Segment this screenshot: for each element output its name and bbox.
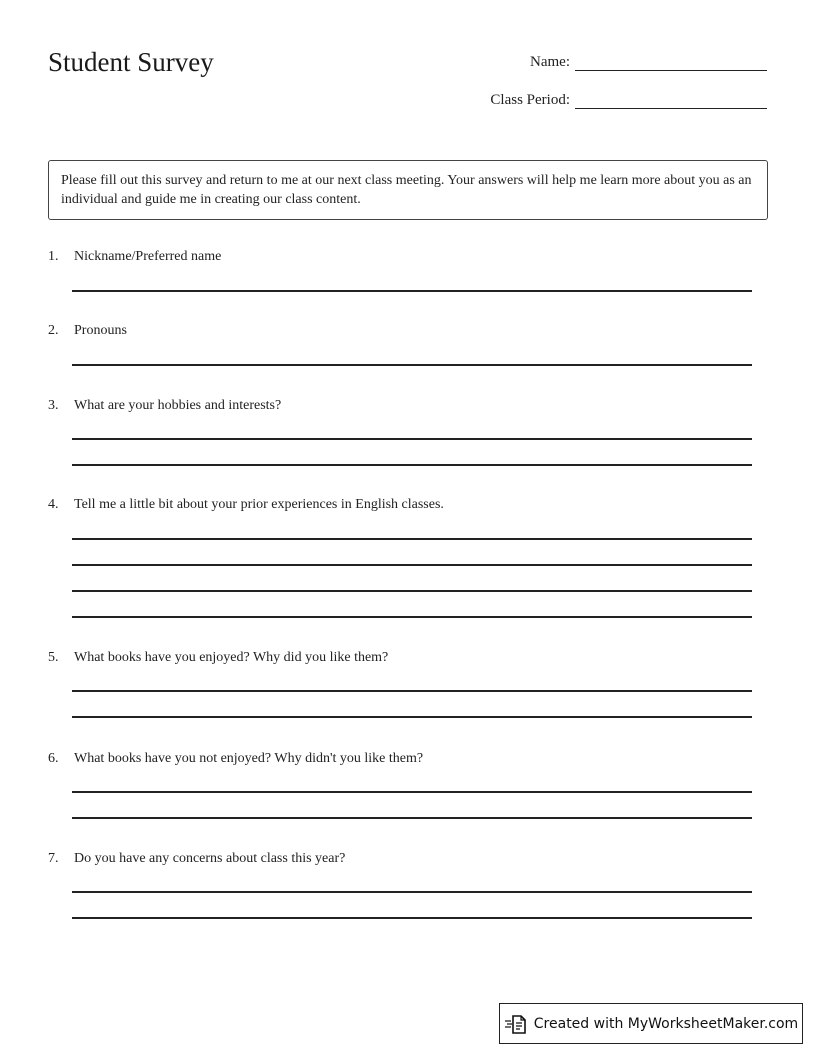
question-number: 3. xyxy=(48,398,59,413)
question-text: What books have you enjoyed? Why did you like them? xyxy=(74,650,389,665)
class-period-blank-line[interactable] xyxy=(575,90,767,109)
question-6 xyxy=(48,751,423,767)
answer-line[interactable] xyxy=(72,791,752,793)
question-number: 5. xyxy=(48,650,59,665)
document-icon xyxy=(504,1013,528,1035)
answer-line[interactable] xyxy=(72,616,752,618)
name-field xyxy=(530,52,767,71)
answer-line[interactable] xyxy=(72,590,752,592)
question-number: 2. xyxy=(48,323,59,338)
question-3 xyxy=(48,398,281,414)
question-5 xyxy=(48,650,388,666)
answer-line[interactable] xyxy=(72,716,752,718)
class-period-field xyxy=(490,90,767,109)
answer-line[interactable] xyxy=(72,464,752,466)
question-text: Nickname/Preferred name xyxy=(74,249,222,264)
question-7 xyxy=(48,851,345,867)
question-text: What are your hobbies and interests? xyxy=(74,398,282,413)
question-2 xyxy=(48,323,127,339)
answer-line[interactable] xyxy=(72,817,752,819)
answer-line[interactable] xyxy=(72,364,752,366)
answer-line[interactable] xyxy=(72,917,752,919)
badge-text: Created with MyWorksheetMaker.com xyxy=(533,1015,799,1032)
page-title: Student Survey xyxy=(48,47,214,77)
question-number: 7. xyxy=(48,851,59,866)
question-number: 6. xyxy=(48,751,59,766)
answer-line[interactable] xyxy=(72,891,752,893)
answer-line[interactable] xyxy=(72,564,752,566)
name-label: Name: xyxy=(530,54,570,70)
instructions-box: Please fill out this survey and return to me at our next class meeting. Your answers will help me learn more about you as an individual and guide me in creating our class content. xyxy=(48,160,768,220)
question-text: Do you have any concerns about class this year? xyxy=(74,851,346,866)
answer-line[interactable] xyxy=(72,538,752,540)
question-text: What books have you not enjoyed? Why didn't you like them? xyxy=(74,751,424,766)
name-blank-line[interactable] xyxy=(575,52,767,71)
question-text: Tell me a little bit about your prior experiences in English classes. xyxy=(74,497,444,512)
question-number: 1. xyxy=(48,249,59,264)
answer-line[interactable] xyxy=(72,438,752,440)
answer-line[interactable] xyxy=(72,290,752,292)
answer-line[interactable] xyxy=(72,690,752,692)
question-text: Pronouns xyxy=(74,323,127,338)
question-number: 4. xyxy=(48,497,59,512)
created-with-badge[interactable] xyxy=(499,1003,803,1044)
question-4 xyxy=(48,497,444,513)
question-1 xyxy=(48,249,221,265)
class-period-label: Class Period: xyxy=(490,92,570,108)
